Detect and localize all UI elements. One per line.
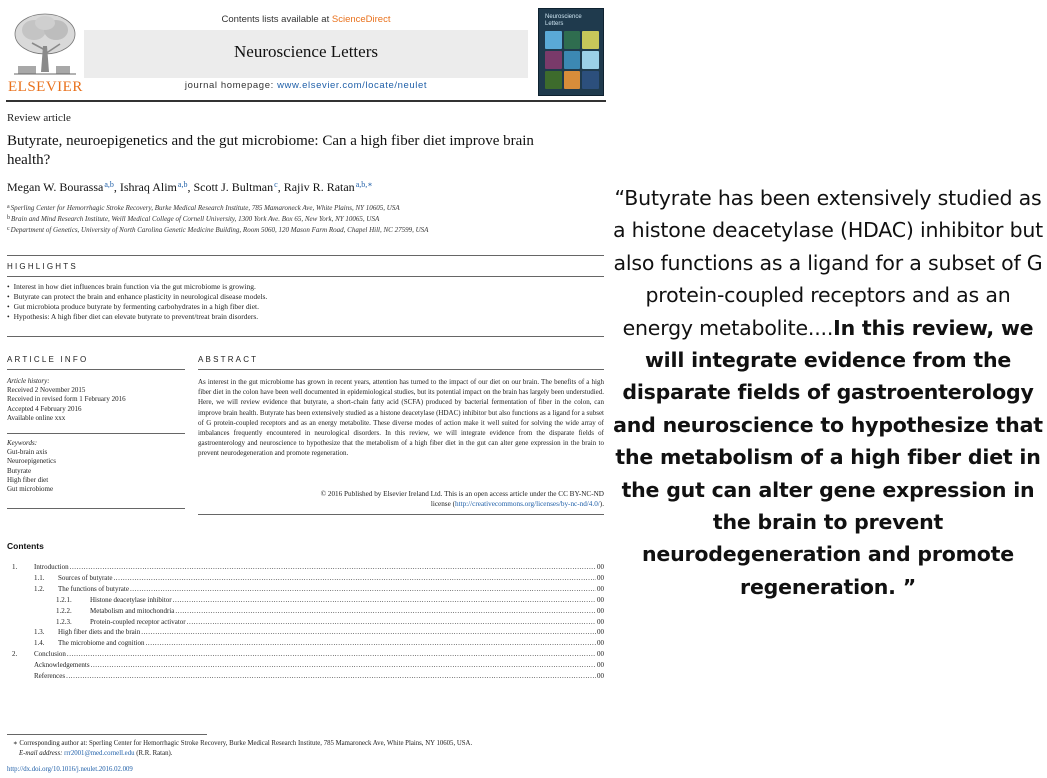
cover-title: Neuroscience Letters (545, 14, 582, 27)
journal-masthead (84, 8, 528, 96)
toc-page-number: 00 (597, 628, 604, 637)
divider (7, 336, 604, 337)
author[interactable]: Rajiv R. Ratan$^{a,b,∗}$ (283, 180, 373, 194)
quote-plain-text: “Butyrate has been extensively studied as a histone deacetylase (HDAC) inhibitor but also functions as a ligand for a subset of G protein-coupled receptors and as an energy metabolite.... (612, 186, 1044, 340)
history-label: Article history: (7, 377, 50, 385)
toc-page-number: 00 (597, 672, 604, 681)
toc-entry[interactable] (12, 660, 604, 671)
contents-available-line: Contents lists available at ScienceDirect (221, 14, 391, 25)
toc-label: The microbiome and cognition (58, 639, 145, 648)
elsevier-logo[interactable] (6, 8, 84, 96)
toc-number: 1.4. (34, 639, 45, 648)
sciencedirect-link[interactable]: ScienceDirect (331, 14, 391, 25)
journal-name: Neuroscience Letters (234, 42, 378, 61)
author[interactable]: Ishraq Alim$^{a,b}$ (119, 180, 188, 194)
highlights-list (7, 282, 597, 322)
highlights-heading: HIGHLIGHTS (7, 262, 78, 271)
author[interactable]: Scott J. Bultman$^c$ (193, 180, 278, 194)
article-info (7, 377, 177, 494)
toc-number: 1.2.3. (56, 617, 72, 626)
elsevier-wordmark: ELSEVIER (8, 79, 83, 95)
toc-label: Sources of butyrate (58, 573, 113, 582)
toc-entry[interactable] (12, 627, 604, 638)
abstract-text: As interest in the gut microbiome has grown in recent years, attention has turned to the impact of our diet on our brain. The benefits of a high fiber diet in the colon have been well documented in epidemiological studies, but its potential impact on the brain has largely been understudied. Here, we will review evidence that butyrate, a short-chain fatty acid (SCFA) produced by bacterial fermentation of fiber in the colon, can improve brain health. Butyrate has been extensively studied as a histone deacetylase (HDAC) inhibitor but also functions as a ligand for a subset of G protein-coupled receptors and as an energy metabolite. These diverse modes of action make it well suited for solving the wide array of imbalances frequently encountered in neurological disorders. In this review, we will integrate evidence from the disparate fields of gastroenterology and neuroscience to hypothesize that the metabolism of a high fiber diet in the gut can alter gene expression in the brain to prevent neurodegeneration and promote regeneration. (198, 378, 604, 458)
article-info-heading: ARTICLE INFO (7, 355, 89, 364)
toc-label: Introduction (34, 563, 69, 571)
toc-leader-dots (141, 627, 596, 638)
toc-number: 2. (12, 650, 18, 659)
keywords-label: Keywords: (7, 439, 38, 448)
toc-leader-dots (67, 649, 596, 660)
toc-page-number: 00 (597, 617, 604, 626)
highlight-item: • Gut microbiota produce butyrate by fermenting carbohydrates in a high fiber diet. (7, 302, 597, 312)
toc-page-number: 00 (597, 661, 604, 670)
toc-label: Metabolism and mitochondria (90, 606, 175, 615)
divider (7, 369, 185, 370)
affiliation: $^c$Department of Genetics, University of North Carolina Genetic Medicine Building, Room 5060, 120 Mason Farm Road, Chapel Hill, NC 27599, USA (7, 226, 429, 234)
email-line: E-mail address: rrr2001@med.cornell.edu (R.R. Ratan). (19, 749, 173, 757)
highlight-item: • Butyrate can protect the brain and enhance plasticity in neurological disease models. (7, 292, 597, 302)
author[interactable]: Megan W. Bourassa$^{a,b}$ (7, 180, 114, 194)
license-link[interactable]: http://creativecommons.org/licenses/by-nc-nd/4.0/ (455, 500, 600, 509)
author-list: Megan W. Bourassa$^{a,b}$, Ishraq Alim$^{a,b}$, Scott J. Bultman$^c$, Rajiv R. Ratan$^{a,b,∗}$ (7, 180, 373, 194)
header-rule (6, 100, 606, 102)
keyword: High fiber diet (7, 475, 49, 484)
divider (198, 514, 604, 515)
corresponding-author-text: ∗ Corresponding author at: Sperling Center for Hemorrhagic Stroke Recovery, Burke Medical Research Institute, 785 Mamaroneck Ave, White Plains, NY 10605, USA. (13, 740, 473, 747)
history-item: Received in revised form 1 February 2016 (7, 395, 126, 404)
doi-link[interactable]: http://dx.doi.org/10.1016/j.neulet.2016.02.009 (7, 766, 133, 773)
toc-leader-dots (187, 617, 596, 628)
toc-entry[interactable] (12, 595, 604, 606)
journal-homepage-link[interactable]: www.elsevier.com/locate/neulet (277, 80, 428, 91)
toc-label: Conclusion (34, 650, 66, 659)
toc-number: 1.2. (34, 584, 45, 593)
toc-leader-dots (66, 671, 596, 682)
quote-bold-text: In this review, we will integrate evidence from the disparate fields of gastroenterology and neuroscience to hypothesize that the metabolism of a high fiber diet in the gut can alter gene expression in the brain to prevent neurodegeneration and promote regeneration. ” (613, 315, 1043, 599)
toc-page-number: 00 (597, 650, 604, 659)
toc-leader-dots (91, 660, 596, 671)
toc-number: 1.2.2. (56, 606, 72, 615)
contents-heading: Contents (7, 541, 44, 551)
toc-page-number: 00 (597, 606, 604, 615)
toc-label: Histone deacetylase inhibitor (90, 595, 172, 604)
toc-entry[interactable] (12, 573, 604, 584)
toc-label: Protein-coupled receptor activator (90, 617, 186, 626)
toc-label: Acknowledgements (34, 661, 90, 670)
toc-entry[interactable] (12, 671, 604, 682)
keyword: Butyrate (7, 466, 32, 475)
affiliation: $^b$Brain and Mind Research Institute, Weill Medical College of Cornell University, 1300 York Ave. Box 65, New York, NY 10065, USA (7, 215, 380, 223)
highlight-item: • Hypothesis: A high fiber diet can elevate butyrate to prevent/treat brain disorders. (7, 312, 597, 322)
footnote-divider (7, 734, 207, 735)
toc-page-number: 00 (597, 573, 604, 582)
quote-panel (612, 182, 1044, 603)
toc-page-number: 00 (597, 595, 604, 604)
highlight-item: • Interest in how diet influences brain function via the gut microbiome is growing. (7, 282, 597, 292)
affiliations (7, 202, 602, 235)
keyword: Gut-brain axis (7, 448, 48, 457)
toc-number: 1.3. (34, 628, 45, 637)
toc-number: 1.1. (34, 573, 45, 582)
elsevier-tree-icon (10, 10, 80, 80)
toc-entry[interactable] (12, 638, 604, 649)
toc-leader-dots (130, 584, 596, 595)
history-item: Accepted 4 February 2016 (7, 404, 82, 413)
cover-image-grid (545, 31, 599, 89)
toc-entry[interactable] (12, 584, 604, 595)
journal-cover-thumbnail[interactable] (538, 8, 604, 96)
divider (7, 433, 185, 434)
toc-entry[interactable] (12, 617, 604, 628)
toc-leader-dots (173, 595, 596, 606)
journal-homepage-line: journal homepage: www.elsevier.com/locate/neulet (184, 80, 428, 91)
toc-page-number: 00 (597, 563, 604, 571)
toc-label: High fiber diets and the brain (58, 628, 141, 637)
keyword: Neuroepigenetics (7, 457, 56, 466)
toc-label: References (34, 672, 66, 681)
abstract-heading: ABSTRACT (198, 355, 259, 364)
toc-number: 1.2.1. (56, 595, 72, 604)
divider (7, 255, 604, 256)
toc-entry[interactable] (12, 606, 604, 617)
toc-leader-dots (175, 606, 596, 617)
toc-leader-dots (146, 638, 596, 649)
article-type: Review article (7, 112, 71, 124)
keyword: Gut microbiome (7, 485, 54, 494)
toc-page-number: 00 (597, 584, 604, 593)
table-of-contents (12, 562, 604, 682)
abstract-copyright: © 2016 Published by Elsevier Ireland Ltd. This is an open access article under the CC BY-NC-ND license (http://creativecommons.org/licenses/by-nc-nd/4.0/). (320, 490, 604, 509)
divider (7, 508, 185, 509)
article-title: Butyrate, neuroepigenetics and the gut microbiome: Can a high fiber diet improve brain health? (7, 133, 534, 168)
toc-leader-dots (70, 562, 596, 573)
toc-leader-dots (113, 573, 596, 584)
affiliation: $^a$Sperling Center for Hemorrhagic Stroke Recovery, Burke Medical Research Institute, 785 Mamaroneck Ave, White Plains, NY 10605, USA (7, 204, 400, 212)
email-link[interactable]: rrr2001@med.cornell.edu (64, 749, 135, 757)
toc-entry[interactable] (12, 562, 604, 573)
journal-header (6, 8, 606, 96)
divider (7, 276, 604, 277)
history-item: Received 2 November 2015 (7, 386, 86, 395)
toc-page-number: 00 (597, 639, 604, 648)
toc-entry[interactable] (12, 649, 604, 660)
toc-label: The functions of butyrate (58, 584, 129, 593)
history-item: Available online xxx (7, 413, 66, 422)
toc-number: 1. (12, 563, 18, 571)
corresponding-author-footnote (13, 739, 603, 758)
divider (198, 369, 604, 370)
